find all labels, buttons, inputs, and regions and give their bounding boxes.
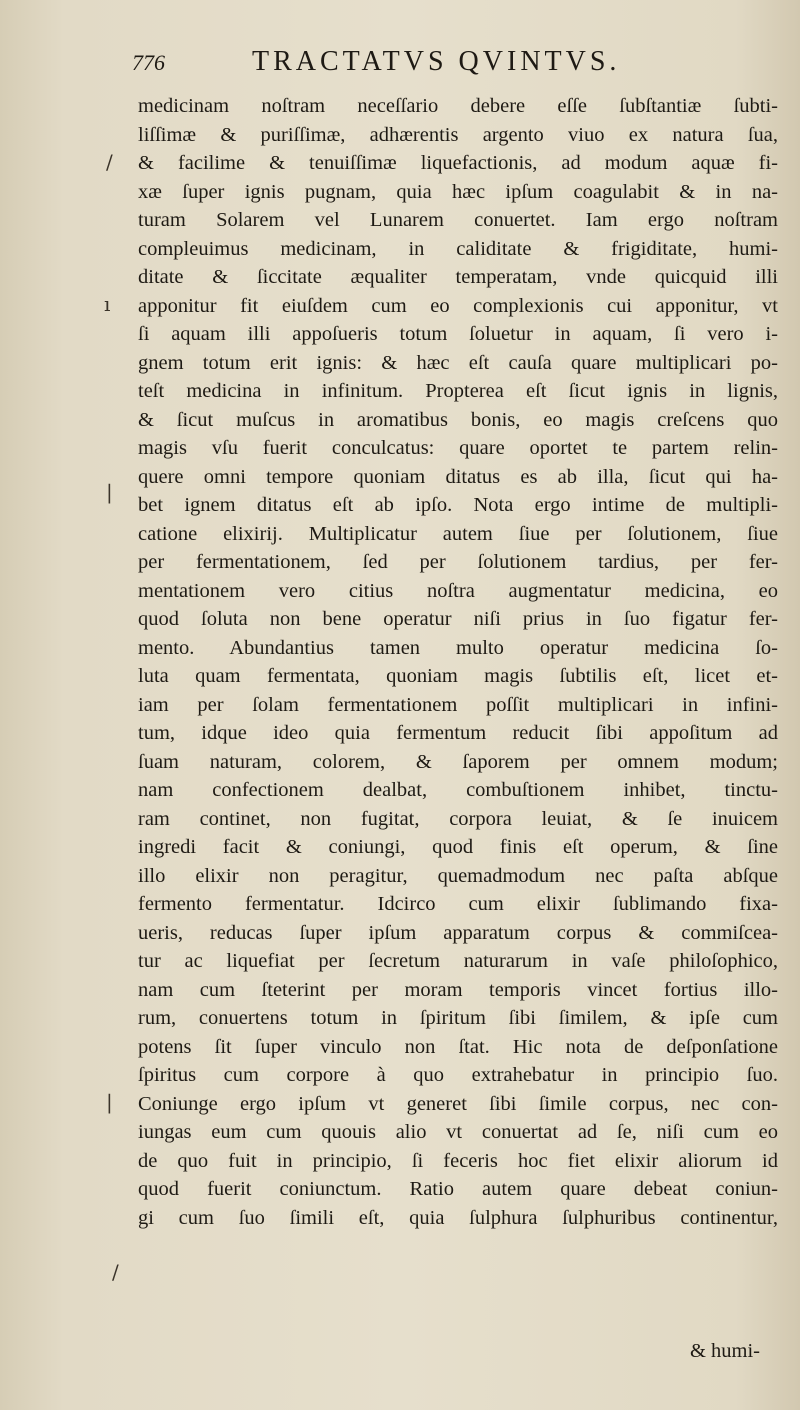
text-line: ſpiritus cum corpore à quo extrahebatur in principio ſuo. [138, 1064, 778, 1086]
text-line: quod ſoluta non bene operatur niſi prius in ſuo figatur fer- [138, 608, 778, 630]
page-header [132, 46, 772, 86]
text-line: Coniunge ergo ipſum vt generet ſibi ſimile corpus, nec con- [138, 1092, 778, 1115]
text-line: rum, conuertens totum in ſpiritum ſibi ſimilem, & ipſe cum [138, 1007, 778, 1029]
text-line: apponitur fit eiuſdem cum eo complexionis cui apponitur, vt [138, 294, 778, 317]
text-line: quere omni tempore quoniam ditatus es ab illa, ſicut qui ha- [138, 465, 778, 488]
text-line: teſt medicina in infinitum. Propterea eſt ſicut ignis in lignis, [138, 380, 778, 402]
text-line: compleuimus medicinam, in caliditate & frigiditate, humi- [138, 237, 778, 260]
text-line: bet ignem ditatus eſt ab ipſo. Nota ergo intime de multipli- [138, 494, 778, 516]
text-line: & ſicut muſcus in aromatibus bonis, eo magis creſcens quo [138, 408, 778, 431]
text-line: turam Solarem vel Lunarem conuertet. Iam ergo noſtram [138, 209, 778, 231]
text-line: mentationem vero citius noſtra augmentatur medicina, eo [138, 579, 778, 602]
text-line: magis vſu fuerit conculcatus: quare oportet te partem relin- [138, 437, 778, 459]
text-line: xæ ſuper ignis pugnam, quia hæc ipſum coagulabit & in na- [138, 180, 778, 203]
text-line: mento. Abundantius tamen multo operatur medicina ſo- [138, 636, 778, 659]
text-line: iam per ſolam fermentationem poſſit multiplicari in infini- [138, 693, 778, 716]
text-line: per fermentationem, ſed per ſolutionem tardius, per fer- [138, 551, 778, 573]
text-line: & facilime & tenuiſſimæ liquefactionis, ad modum aquæ fi- [138, 152, 778, 174]
text-line: nam confectionem dealbat, combuſtionem inhibet, tinctu- [138, 779, 778, 801]
text-line: ueris, reducas ſuper ipſum apparatum corpus & commiſcea- [138, 921, 778, 944]
margin-mark: / [106, 150, 113, 174]
margin-mark: / [112, 1260, 119, 1284]
text-line: ram continet, non fugitat, corpora leuiat, & ſe inuicem [138, 807, 778, 830]
margin-mark: | [106, 1090, 113, 1114]
text-line: tur ac liquefiat per ſecretum naturarum in vaſe philoſophico, [138, 950, 778, 972]
text-line: liſſimæ & puriſſimæ, adhærentis argento viuo ex natura ſua, [138, 123, 778, 146]
text-line: ditate & ſiccitate æqualiter temperatam, vnde quicquid illi [138, 266, 778, 288]
text-line: ſi aquam illi appoſueris totum ſoluetur in aquam, ſi vero i- [138, 323, 778, 345]
text-line: potens ſit ſuper vinculo non ſtat. Hic nota de deſponſatione [138, 1035, 778, 1058]
text-line: quod fuerit coniunctum. Ratio autem quare debeat coniun- [138, 1178, 778, 1200]
page-number: 776 [132, 50, 165, 75]
margin-mark: | [106, 480, 113, 504]
text-line: nam cum ſteterint per moram temporis vincet fortius illo- [138, 978, 778, 1001]
running-head: TRACTATVS QVINTVS. [252, 46, 621, 77]
body-text [138, 92, 778, 1232]
text-line: iungas eum cum quouis alio vt conuertat ad ſe, niſi cum eo [138, 1121, 778, 1143]
text-line: gi cum ſuo ſimili eſt, quia ſulphura ſulphuribus continentur, [138, 1206, 778, 1229]
margin-mark: ı [104, 292, 111, 316]
text-line: ingredi facit & coniungi, quod finis eſt operum, & ſine [138, 836, 778, 858]
catchword: & humi- [689, 1340, 760, 1362]
text-line: de quo fuit in principio, ſi feceris hoc fiet elixir aliorum id [138, 1149, 778, 1172]
text-line: luta quam fermentata, quoniam magis ſubtilis eſt, licet et- [138, 665, 778, 687]
text-line: fermento fermentatur. Idcirco cum elixir ſublimando fixa- [138, 893, 778, 915]
text-line: gnem totum erit ignis: & hæc eſt cauſa quare multiplicari po- [138, 351, 778, 374]
text-line: tum, idque ideo quia fermentum reducit ſibi appoſitum ad [138, 722, 778, 744]
text-line: illo elixir non peragitur, quemadmodum nec paſta abſque [138, 864, 778, 887]
text-line: catione elixirij. Multiplicatur autem ſiue per ſolutionem, ſiue [138, 522, 778, 545]
text-line: ſuam naturam, colorem, & ſaporem per omnem modum; [138, 750, 778, 773]
text-line: medicinam noſtram neceſſario debere eſſe ſubſtantiæ ſubti- [138, 95, 778, 117]
